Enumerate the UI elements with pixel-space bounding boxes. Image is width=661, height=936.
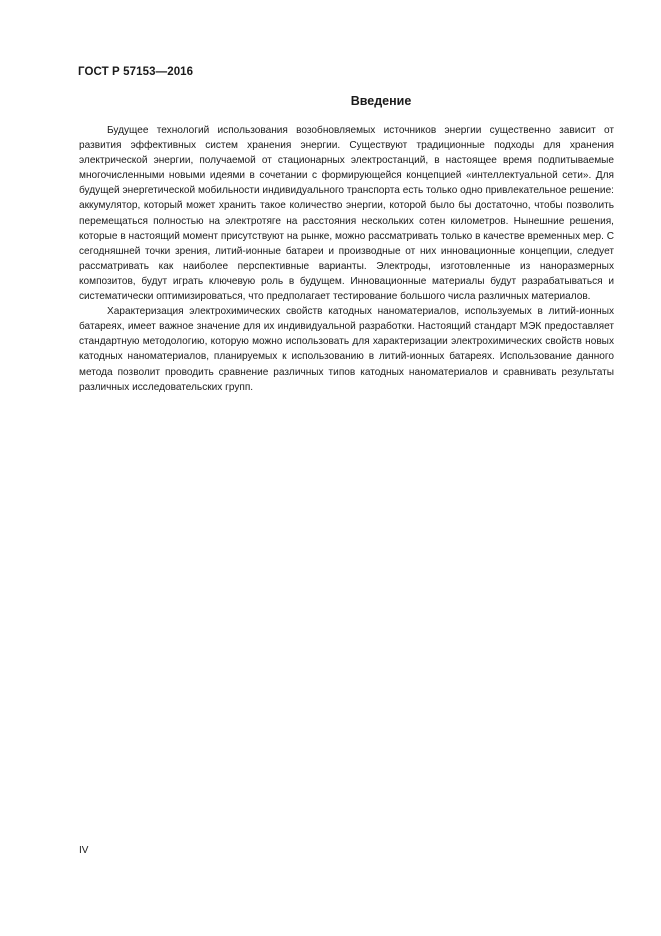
paragraph: Будущее технологий использования возобновляемых источников энергии существенно зависит от развития эффективных систем хранения энергии. Существуют традиционные подходы для хранения электрической энергии, получаемой от стационарных электростанций, в настоящее время подпитываемые многочисленными новыми идеями в сочетании с формирующейся концепцией «интеллектуальной сети». Для будущей энергетической мобильности индивидуального транспорта есть только одно привлекательное решение: аккумулятор, который может хранить такое количество энергии, которой было бы достаточно, чтобы позволить перемещаться полностью на электротяге на расстояния нескольких сотен километров. Нынешние решения, которые в настоящий момент присутствуют на рынке, можно рассматривать только в качестве временных мер. С сегодняшней точки зрения, литий-ионные батареи и производные от них инновационные концепции, следует рассматривать как наиболее перспективные варианты. Электроды, изготовленные из наноразмерных композитов, будут играть ключевую роль в будущем. Инновационные материалы будут разрабатываться и систематически оптимизироваться, что предполагает тестирование большого числа различных материалов. [79,125,614,303]
introduction-body [79,123,614,395]
section-title: Введение [350,94,412,108]
document-header: ГОСТ Р 57153—2016 [78,66,194,78]
page-number: IV [79,845,89,856]
paragraph: Характеризация электрохимических свойств катодных наноматериалов, используемых в литий-ионных батареях, имеет важное значение для их индивидуальной разработки. Настоящий стандарт МЭК предоставляет стандартную методологию, которую можно использовать для характеризации электрохимических свойств новых катодных наноматериалов, планируемых к использованию в литий-ионных батареях. Использование данного метода позволит проводить сравнение различных типов катодных наноматериалов и сравнивать результаты различных исследовательских групп. [79,306,614,393]
